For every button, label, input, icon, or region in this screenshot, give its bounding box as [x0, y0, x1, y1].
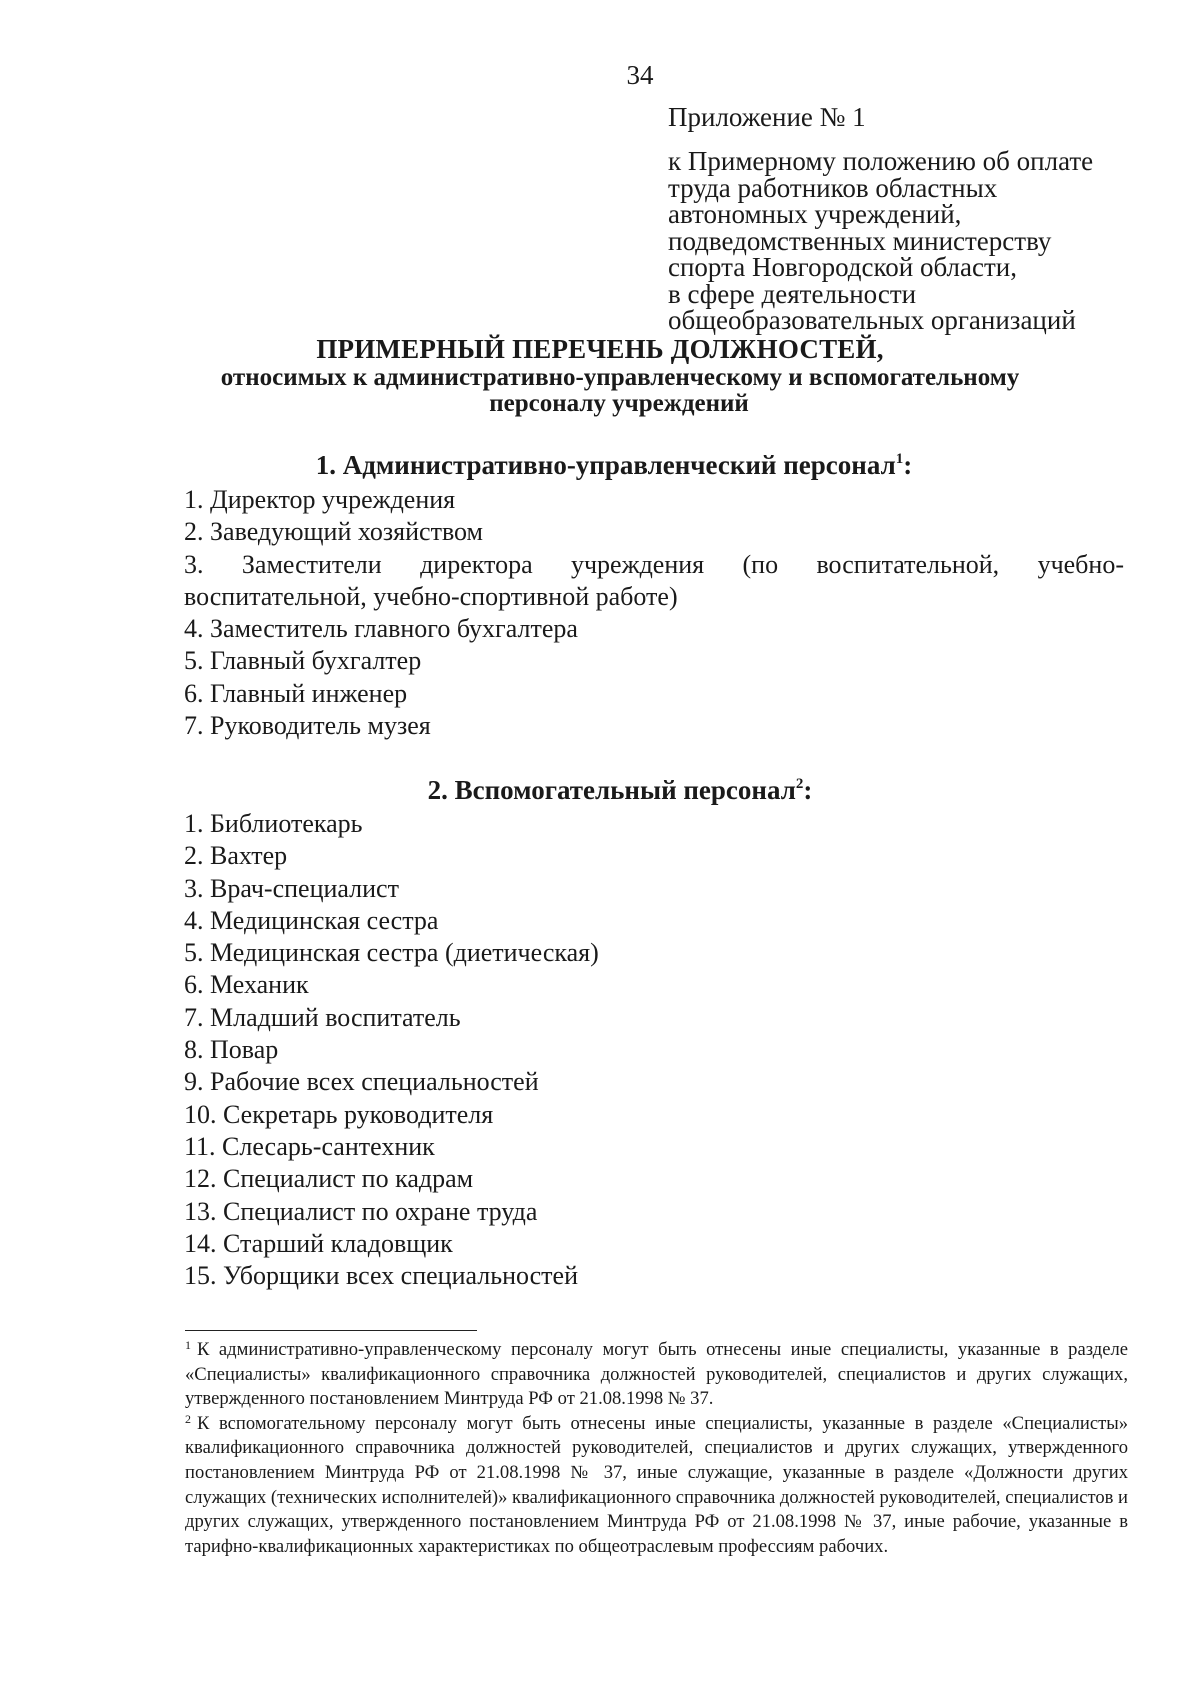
list-item-continuation: воспитательной, учебно-спортивной работе) — [184, 581, 678, 611]
list-item: 10. Секретарь руководителя — [184, 1099, 494, 1129]
list-item: 12. Специалист по кадрам — [184, 1164, 474, 1194]
list-item: 2. Заведующий хозяйством — [184, 517, 483, 547]
footnote-separator — [185, 1330, 477, 1331]
list-item: 4. Заместитель главного бухгалтера — [184, 614, 578, 644]
list-item: 13. Специалист по охране труда — [184, 1196, 538, 1226]
footnote-text: К вспомогательному персоналу могут быть отнесены иные специалисты, указанные в разделе «Специалисты» квалификационного справочника должностей руководителей, специалистов и других служащих, утвержденного постановлением Минтруда РФ от 21.08.1998 № 37, иные служащие, указанные в разделе «Должности других служащих (технических исполнителей)» квалификационного справочника должностей руководителей, специалистов и других служащих, утвержденного постановлением Минтруда РФ от 21.08.1998 № 37, иные рабочие, указанные в тарифно-квалификационных характеристиках по общеотраслевым профессиям рабочих. — [185, 1412, 1129, 1557]
list-item: 11. Слесарь-сантехник — [184, 1131, 435, 1161]
document-title: ПРИМЕРНЫЙ ПЕРЕЧЕНЬ ДОЛЖНОСТЕЙ, — [316, 334, 884, 364]
list-item: 8. Повар — [184, 1035, 279, 1065]
section-2-title-colon: : — [803, 775, 813, 805]
list-item: 5. Главный бухгалтер — [184, 646, 422, 676]
appendix-line: автономных учреждений, — [668, 199, 962, 229]
section-1-title — [0, 450, 1200, 481]
footnote-ref-2: 2 — [795, 776, 804, 792]
list-item: 3. Врач-специалист — [184, 873, 399, 903]
word: учреждения — [570, 549, 705, 579]
word: директора — [420, 549, 533, 579]
section-2-title — [0, 775, 1200, 806]
list-item: 1. Библиотекарь — [184, 809, 363, 838]
footnote-ref-1: 1 — [895, 451, 904, 467]
list-item: 5. Медицинская сестра (диетическая) — [184, 938, 599, 968]
list-item: 6. Главный инженер — [184, 678, 408, 708]
list-item: 1. Директор учреждения — [184, 485, 456, 514]
footnote-mark: 1 — [185, 1338, 191, 1352]
list-item: 7. Младший воспитатель — [184, 1002, 461, 1032]
section-1-title-colon: : — [903, 450, 913, 480]
list-item: 14. Старший кладовщик — [184, 1228, 453, 1258]
page-number-text: 34 — [626, 60, 654, 90]
list-item: 9. Рабочие всех специальностей — [184, 1067, 539, 1097]
word: 3. — [184, 549, 204, 579]
document-subtitle-cont: персоналу учреждений — [489, 390, 749, 417]
word: воспитательной, — [816, 549, 1000, 579]
footnote-text: К административно-управленческому персоналу могут быть отнесены иные специалисты, указанные в разделе «Специалисты» квалификационного справочника должностей руководителей, специалистов и других служащих, утвержденного постановлением Минтруда РФ от 21.08.1998 № 37. — [185, 1339, 1128, 1410]
appendix-header — [668, 100, 1168, 334]
list-item: 4. Медицинская сестра — [184, 905, 439, 935]
footnote-1 — [185, 1338, 1128, 1412]
list-item-wrapped — [184, 549, 1124, 581]
word: учебно- — [1037, 549, 1124, 579]
section-2-list — [184, 808, 1124, 1292]
appendix-title: Приложение № 1 — [668, 102, 866, 132]
section-1-list — [184, 484, 1124, 742]
list-item: 2. Вахтер — [184, 841, 288, 871]
appendix-line: спорта Новгородской области, — [668, 252, 1017, 282]
document-subtitle: относимых к административно-управленческому и вспомогательному — [220, 364, 1020, 391]
list-item: 15. Уборщики всех специальностей — [184, 1261, 578, 1291]
appendix-line: в сфере деятельности — [668, 278, 917, 309]
word: Заместители — [241, 549, 382, 579]
appendix-line: труда работников областных — [668, 172, 998, 203]
word: (по — [742, 549, 779, 579]
list-item: 7. Руководитель музея — [184, 711, 431, 741]
list-item: 6. Механик — [184, 970, 309, 1000]
footnote-mark: 2 — [185, 1411, 191, 1426]
appendix-line: к Примерному положению об оплате — [668, 146, 1094, 176]
footnote-2 — [185, 1412, 1128, 1560]
section-2-title-text: 2. Вспомогательный персонал — [427, 775, 796, 805]
section-1-title-text: 1. Административно-управленческий персонал — [315, 450, 896, 480]
appendix-line: подведомственных министерству — [668, 225, 1052, 256]
appendix-line: общеобразовательных организаций — [668, 305, 1076, 335]
footnotes — [185, 1338, 1128, 1559]
page-number — [0, 60, 1200, 91]
